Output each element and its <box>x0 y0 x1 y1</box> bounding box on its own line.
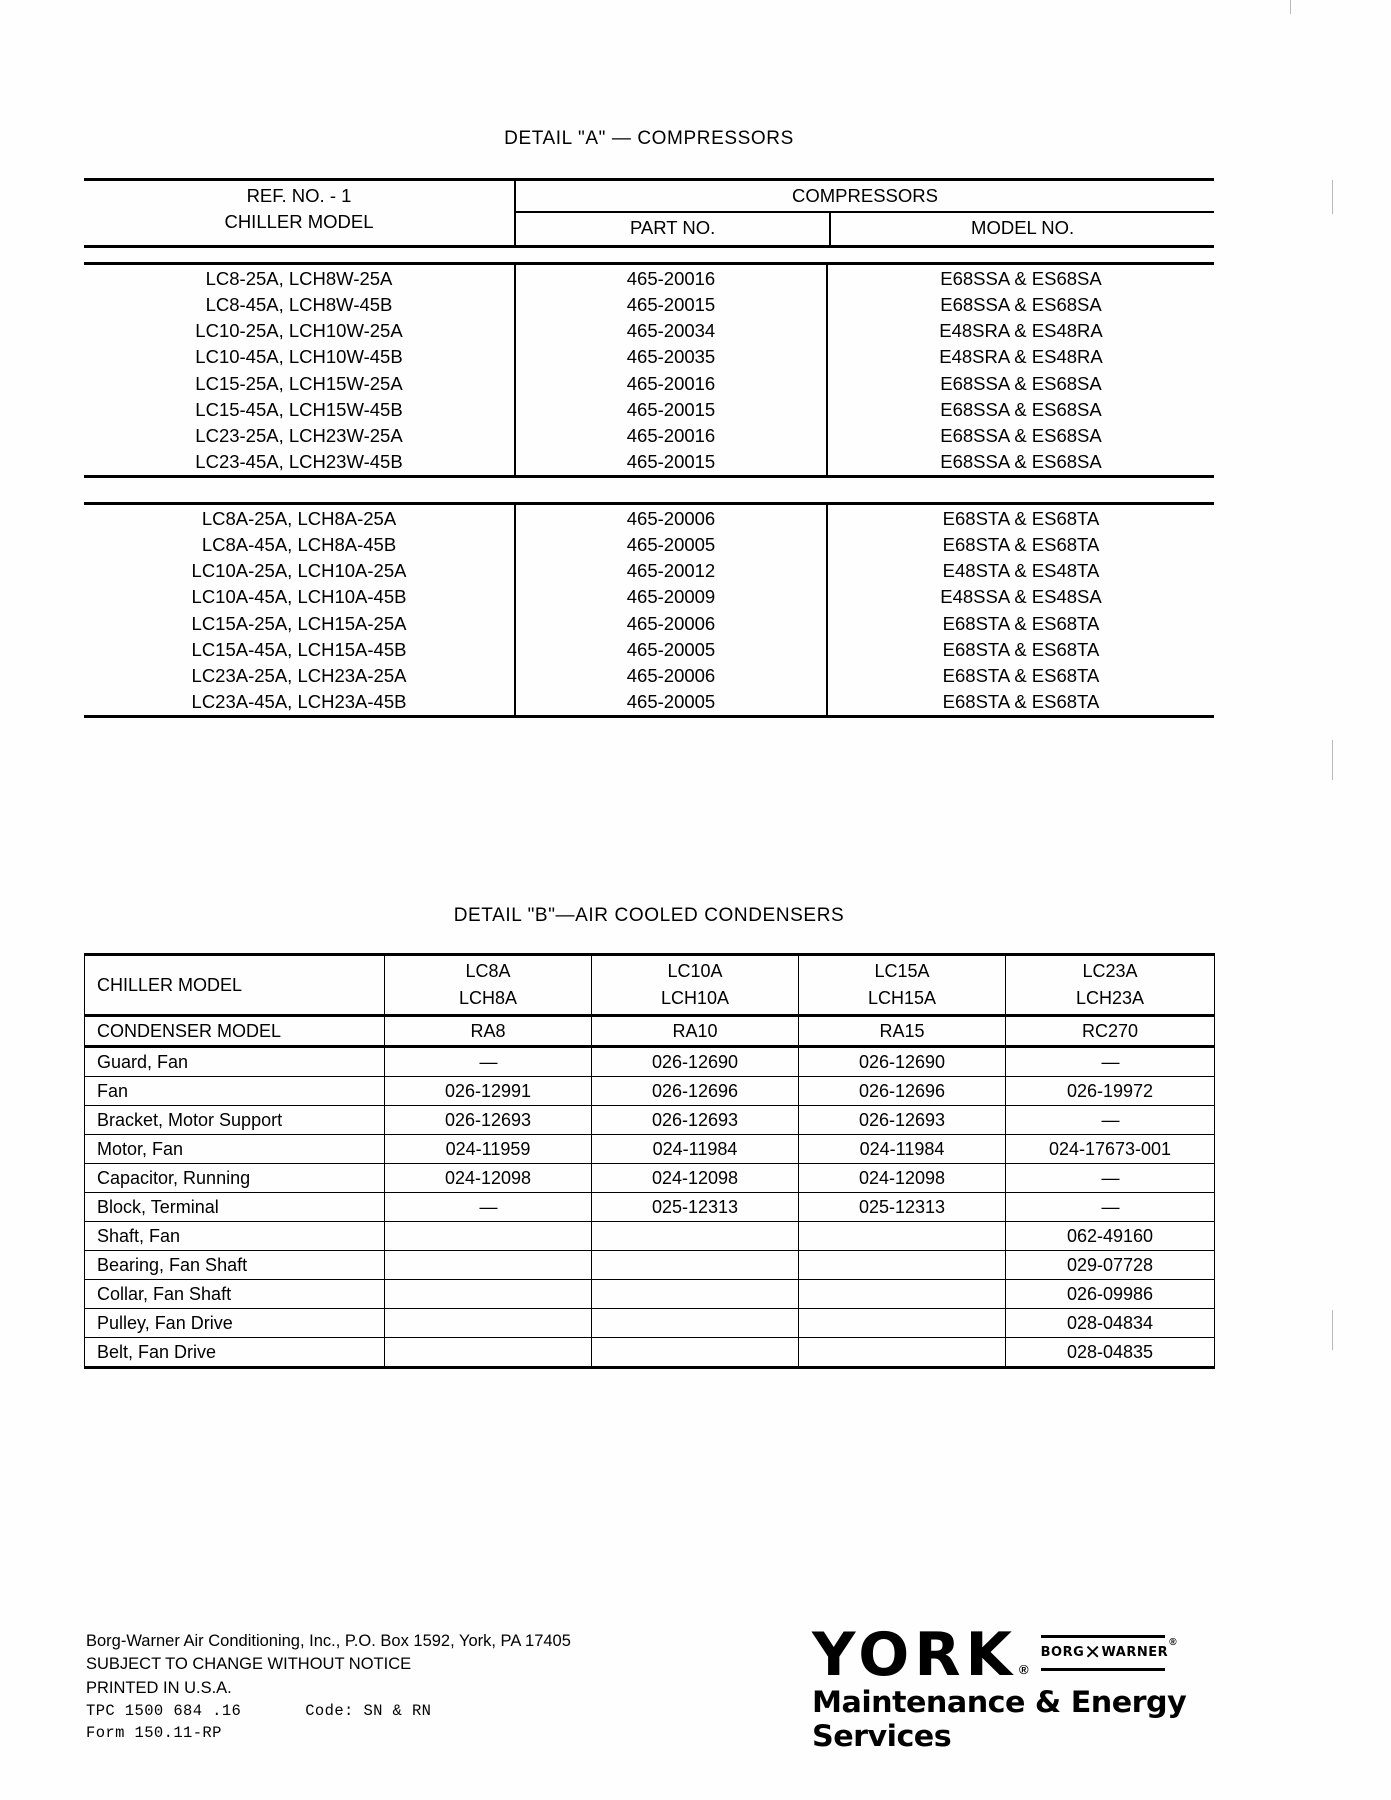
detail-a-part-no-cell: 465-20015 <box>515 449 827 475</box>
detail-a-chiller-model-cell: LC23A-25A, LCH23A-25A <box>84 663 515 689</box>
detail-a-part-no-cell: 465-20016 <box>515 370 827 396</box>
detail-b-part-label: Block, Terminal <box>85 1193 385 1222</box>
detail-a-part-no-cell: 465-20009 <box>515 584 827 610</box>
detail-a-part-no-cell: 465-20006 <box>515 505 827 531</box>
detail-a-part-no-cell: 465-20015 <box>515 396 827 422</box>
detail-b-condenser-model-row <box>85 1016 1215 1047</box>
detail-b-column-header <box>592 955 799 1016</box>
detail-b-part-number-cell <box>799 1309 1006 1338</box>
table-row <box>85 1251 1215 1280</box>
detail-b-part-number-cell: 062-49160 <box>1006 1222 1215 1251</box>
detail-b-part-number-cell <box>385 1338 592 1368</box>
table-row <box>85 1135 1215 1164</box>
detail-a-model-no-cell: E68STA & ES68TA <box>942 638 1100 660</box>
scan-edge-mark <box>1332 1310 1333 1350</box>
table-row <box>85 1106 1215 1135</box>
detail-b-part-number-cell <box>592 1280 799 1309</box>
borg-warner-bottom-bar <box>1041 1668 1165 1671</box>
detail-b-column-header-line1: LC10A <box>667 961 723 981</box>
detail-b-part-number-cell: 026-12693 <box>592 1106 799 1135</box>
detail-b-part-label: Guard, Fan <box>85 1047 385 1077</box>
detail-b-part-number-cell: 024-11984 <box>799 1135 1006 1164</box>
detail-b-part-label: Bracket, Motor Support <box>85 1106 385 1135</box>
detail-b-part-number-cell: 024-12098 <box>799 1164 1006 1193</box>
footer-block <box>86 1630 571 1744</box>
detail-a-part-no-cell: 465-20016 <box>515 265 827 291</box>
detail-a-part-no-cell: 465-20006 <box>515 610 827 636</box>
scan-edge-mark <box>1332 740 1333 780</box>
detail-a-chiller-model-cell: LC23-25A, LCH23W-25A <box>84 423 515 449</box>
detail-a-chiller-model-cell: LC10-45A, LCH10W-45B <box>84 344 515 370</box>
detail-a-model-no-cell: E68SSA & ES68SA <box>940 451 1102 473</box>
scan-edge-mark <box>1290 0 1291 14</box>
detail-b-column-header <box>799 955 1006 1016</box>
detail-a-model-no-cell: E48STA & ES48TA <box>942 560 1100 582</box>
detail-b-part-number-cell: 025-12313 <box>799 1193 1006 1222</box>
detail-b-part-number-cell <box>799 1251 1006 1280</box>
detail-b-part-number-cell: 026-12690 <box>592 1047 799 1077</box>
detail-a-model-no-cell: E68STA & ES68TA <box>942 533 1100 555</box>
detail-a-part-no-cell: 465-20034 <box>515 318 827 344</box>
detail-b-part-number-cell <box>592 1251 799 1280</box>
detail-b-part-number-cell: — <box>1006 1047 1215 1077</box>
detail-a-part-no-cell: 465-20012 <box>515 558 827 584</box>
borg-warner-top-bar <box>1041 1635 1165 1638</box>
detail-a-part-no-cell: 465-20005 <box>515 531 827 557</box>
detail-a-compressors-label: COMPRESSORS <box>516 181 1214 213</box>
table-row <box>84 396 1214 422</box>
detail-a-chiller-model-cell: LC10-25A, LCH10W-25A <box>84 318 515 344</box>
footer-form: Form 150.11-RP <box>86 1724 222 1743</box>
table-row <box>85 1164 1215 1193</box>
detail-b-part-label: Bearing, Fan Shaft <box>85 1251 385 1280</box>
detail-b-part-number-cell: 024-17673-001 <box>1006 1135 1215 1164</box>
detail-b-section <box>84 905 1214 1369</box>
detail-b-part-number-cell <box>799 1222 1006 1251</box>
detail-a-chiller-model-cell: LC15A-45A, LCH15A-45B <box>84 636 515 662</box>
footer-code: Code: SN & RN <box>305 1702 432 1721</box>
detail-b-part-label: Collar, Fan Shaft <box>85 1280 385 1309</box>
detail-a-model-no-cell: E48SRA & ES48RA <box>939 346 1103 368</box>
detail-b-part-number-cell: 026-12696 <box>592 1077 799 1106</box>
table-row <box>84 558 1214 584</box>
table-row <box>85 1280 1215 1309</box>
table-row <box>84 663 1214 689</box>
detail-a-chiller-model-cell: LC8A-25A, LCH8A-25A <box>84 505 515 531</box>
detail-b-part-number-cell: 025-12313 <box>592 1193 799 1222</box>
table-row <box>84 636 1214 662</box>
york-tagline: Maintenance & Energy Services <box>812 1685 1187 1754</box>
detail-b-part-label: Capacitor, Running <box>85 1164 385 1193</box>
table-row <box>85 1338 1215 1368</box>
detail-b-part-label: Motor, Fan <box>85 1135 385 1164</box>
detail-a-part-no-cell: 465-20016 <box>515 423 827 449</box>
table-row <box>85 1309 1215 1338</box>
table-row <box>84 610 1214 636</box>
detail-a-model-no-cell: E68SSA & ES68SA <box>940 398 1102 420</box>
detail-b-part-number-cell: — <box>1006 1193 1215 1222</box>
detail-b-part-number-cell: 026-12693 <box>799 1106 1006 1135</box>
footer-tpc: TPC 1500 684 .16 <box>86 1702 242 1721</box>
detail-b-part-number-cell <box>385 1251 592 1280</box>
detail-b-part-number-cell: 026-09986 <box>1006 1280 1215 1309</box>
detail-a-model-no-label: MODEL NO. <box>971 217 1075 238</box>
table-row <box>85 1222 1215 1251</box>
detail-b-title: DETAIL "B"—AIR COOLED CONDENSERS <box>453 905 845 926</box>
detail-a-model-no-cell: E48SSA & ES48SA <box>940 586 1102 608</box>
detail-a-chiller-model-label: CHILLER MODEL <box>224 211 374 232</box>
table-row <box>84 318 1214 344</box>
detail-b-part-label: Shaft, Fan <box>85 1222 385 1251</box>
detail-b-column-header-line2: LCH8A <box>458 988 518 1008</box>
detail-b-part-number-cell: 026-12991 <box>385 1077 592 1106</box>
detail-a-part-no-cell: 465-20006 <box>515 663 827 689</box>
detail-a-chiller-model-cell: LC23-45A, LCH23W-45B <box>84 449 515 475</box>
detail-b-part-number-cell: 024-11984 <box>592 1135 799 1164</box>
detail-a-chiller-header-cell <box>84 180 515 247</box>
detail-b-column-header-line2: LCH23A <box>1075 988 1145 1008</box>
scan-edge-mark <box>1332 180 1333 214</box>
detail-b-part-number-cell <box>592 1222 799 1251</box>
detail-b-part-number-cell: 024-11959 <box>385 1135 592 1164</box>
table-row <box>84 449 1214 475</box>
table-row <box>84 370 1214 396</box>
detail-b-part-number-cell: 024-12098 <box>592 1164 799 1193</box>
detail-a-chiller-model-cell: LC15-45A, LCH15W-45B <box>84 396 515 422</box>
detail-b-part-number-cell: 029-07728 <box>1006 1251 1215 1280</box>
detail-b-chiller-model-label: CHILLER MODEL <box>85 955 385 1016</box>
table-row <box>85 1193 1215 1222</box>
detail-a-chiller-model-cell: LC8A-45A, LCH8A-45B <box>84 531 515 557</box>
detail-b-part-number-cell: — <box>385 1047 592 1077</box>
detail-b-column-header-line1: LC23A <box>1082 961 1138 981</box>
table-row <box>84 689 1214 715</box>
detail-a-model-no-cell: E68STA & ES68TA <box>942 507 1100 529</box>
borg-warner-logo <box>1040 1633 1177 1673</box>
detail-a-chiller-model-cell: LC15-25A, LCH15W-25A <box>84 370 515 396</box>
detail-a-part-no-cell: 465-20005 <box>515 636 827 662</box>
detail-b-part-label: Belt, Fan Drive <box>85 1338 385 1368</box>
detail-a-header-table <box>84 178 1214 248</box>
table-row <box>84 344 1214 370</box>
detail-b-column-header <box>1006 955 1215 1016</box>
detail-b-part-number-cell <box>592 1338 799 1368</box>
detail-a-compressors-header-cell <box>515 180 1214 247</box>
detail-b-part-number-cell: 026-19972 <box>1006 1077 1215 1106</box>
detail-a-model-no-cell: E68SSA & ES68SA <box>940 293 1102 315</box>
detail-b-condenser-model-cell: RA10 <box>592 1016 799 1047</box>
detail-a-group2 <box>84 502 1214 718</box>
table-row <box>84 505 1214 531</box>
borg-warner-registered-icon: ® <box>1169 1637 1177 1649</box>
detail-b-table <box>84 953 1215 1369</box>
detail-b-part-number-cell <box>385 1280 592 1309</box>
detail-b-part-number-cell <box>385 1309 592 1338</box>
table-row <box>85 1077 1215 1106</box>
york-logo <box>812 1620 1212 1754</box>
detail-b-part-number-cell: 028-04834 <box>1006 1309 1215 1338</box>
borg-warner-x-icon: ✕ <box>1084 1640 1102 1665</box>
borg-label: BORG <box>1040 1644 1085 1660</box>
detail-a-model-no-cell: E68STA & ES68TA <box>942 691 1100 713</box>
footer-address: Borg-Warner Air Conditioning, Inc., P.O. Box 1592, York, PA 17405 <box>86 1632 571 1650</box>
footer-tpc-line <box>86 1700 571 1722</box>
table-row <box>84 265 1214 291</box>
detail-a-chiller-model-cell: LC10A-25A, LCH10A-25A <box>84 558 515 584</box>
footer-notice: SUBJECT TO CHANGE WITHOUT NOTICE <box>86 1655 412 1674</box>
detail-b-column-header-line1: LC15A <box>874 961 930 981</box>
detail-a-chiller-model-cell: LC8-45A, LCH8W-45B <box>84 291 515 317</box>
detail-a-model-no-cell: E68SSA & ES68SA <box>940 267 1102 289</box>
detail-a-section <box>84 128 1214 718</box>
detail-a-model-no-cell: E68STA & ES68TA <box>942 665 1100 687</box>
detail-b-part-number-cell: — <box>385 1193 592 1222</box>
detail-a-group1 <box>84 262 1214 478</box>
table-row <box>85 1047 1215 1077</box>
detail-b-part-label: Fan <box>85 1077 385 1106</box>
detail-b-part-number-cell: 028-04835 <box>1006 1338 1215 1368</box>
registered-trademark-icon: ® <box>1019 1662 1029 1678</box>
detail-b-part-number-cell: 024-12098 <box>385 1164 592 1193</box>
detail-b-part-number-cell: — <box>1006 1106 1215 1135</box>
warner-label: WARNER <box>1101 1644 1169 1660</box>
detail-b-condenser-model-label: CONDENSER MODEL <box>85 1016 385 1047</box>
detail-b-part-number-cell <box>385 1222 592 1251</box>
footer-printed: PRINTED IN U.S.A. <box>86 1678 232 1697</box>
detail-b-header-row <box>85 955 1215 1016</box>
york-wordmark: YORK <box>812 1620 1018 1690</box>
detail-b-part-label: Pulley, Fan Drive <box>85 1309 385 1338</box>
detail-b-part-number-cell <box>799 1280 1006 1309</box>
detail-a-title: DETAIL "A" — COMPRESSORS <box>504 128 794 149</box>
detail-b-part-number-cell: 026-12696 <box>799 1077 1006 1106</box>
detail-a-model-no-cell: E68SSA & ES68SA <box>940 425 1102 447</box>
detail-a-model-no-cell: E68SSA & ES68SA <box>940 372 1102 394</box>
detail-a-part-no-cell: 465-20035 <box>515 344 827 370</box>
table-row <box>84 423 1214 449</box>
detail-a-model-no-cell: E48SRA & ES48RA <box>939 320 1103 342</box>
detail-a-part-no-label: PART NO. <box>516 213 831 245</box>
detail-b-part-number-cell: 026-12693 <box>385 1106 592 1135</box>
detail-a-chiller-model-cell: LC10A-45A, LCH10A-45B <box>84 584 515 610</box>
detail-b-part-number-cell <box>799 1338 1006 1368</box>
detail-b-column-header-line1: LC8A <box>465 961 511 981</box>
detail-b-condenser-model-cell: RA15 <box>799 1016 1006 1047</box>
detail-b-column-header-line2: LCH15A <box>867 988 937 1008</box>
detail-a-part-no-cell: 465-20015 <box>515 291 827 317</box>
detail-a-chiller-model-cell: LC23A-45A, LCH23A-45B <box>84 689 515 715</box>
detail-b-condenser-model-cell: RA8 <box>385 1016 592 1047</box>
detail-a-part-no-cell: 465-20005 <box>515 689 827 715</box>
detail-a-ref-no: REF. NO. - 1 <box>246 185 352 206</box>
detail-b-column-header-line2: LCH10A <box>660 988 730 1008</box>
detail-a-chiller-model-cell: LC8-25A, LCH8W-25A <box>84 265 515 291</box>
detail-a-model-no-cell: E68STA & ES68TA <box>942 612 1100 634</box>
table-row <box>84 291 1214 317</box>
table-row <box>84 531 1214 557</box>
detail-a-chiller-model-cell: LC15A-25A, LCH15A-25A <box>84 610 515 636</box>
detail-b-part-number-cell <box>592 1309 799 1338</box>
detail-b-part-number-cell: — <box>1006 1164 1215 1193</box>
table-row <box>84 584 1214 610</box>
detail-b-column-header <box>385 955 592 1016</box>
detail-b-condenser-model-cell: RC270 <box>1006 1016 1215 1047</box>
detail-b-part-number-cell: 026-12690 <box>799 1047 1006 1077</box>
